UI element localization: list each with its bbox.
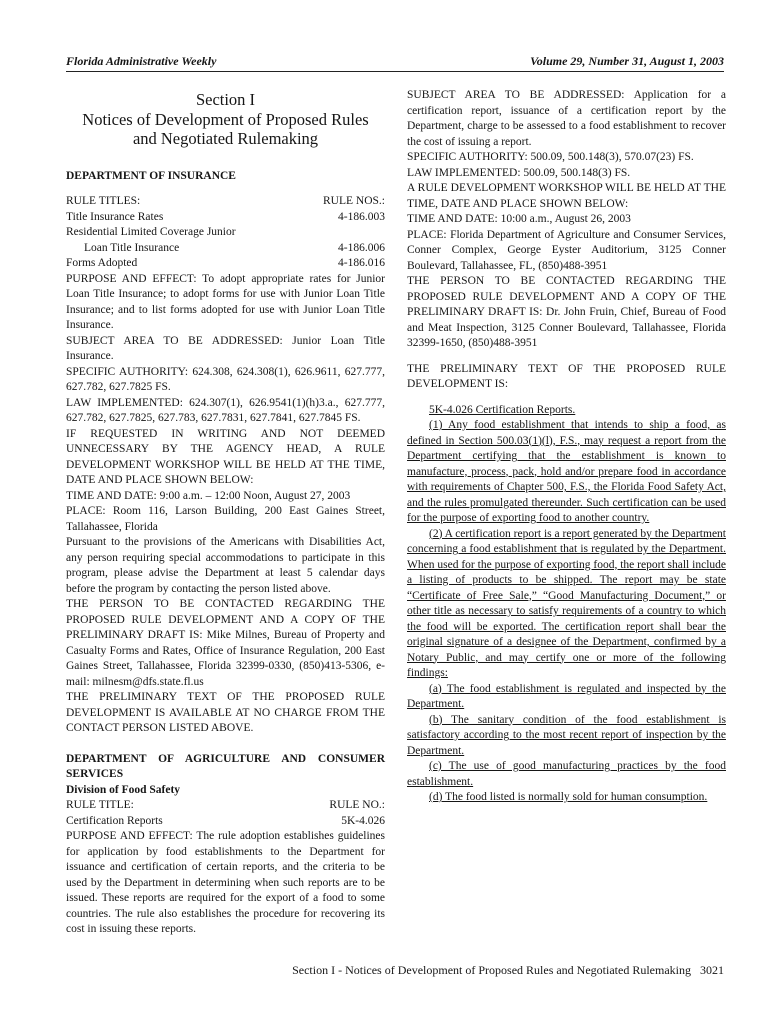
agriculture-contact: THE PERSON TO BE CONTACTED REGARDING THE PROPOSED RULE DEVELOPMENT AND A COPY OF THE PRELIMINARY DRAFT IS: Dr. John Fruin, Chief, Bureau of Food and Meat Inspection, 3125 Conner Boulevard, Tallahassee, Florida 32399-1650, (850)488-3951	[407, 275, 726, 349]
rule-number: 4-186.006	[338, 241, 385, 254]
rule-title: Residential Limited Coverage Junior	[66, 226, 236, 238]
page-number: 3021	[700, 963, 724, 977]
agriculture-law-implemented: LAW IMPLEMENTED: 500.09, 500.148(3) FS.	[407, 166, 631, 179]
volume-info: Volume 29, Number 31, August 1, 2003	[530, 54, 724, 68]
left-column	[66, 88, 385, 938]
rule-title-header-row	[66, 798, 385, 814]
section-title-line3: and Negotiated Rulemaking	[132, 129, 319, 148]
insurance-preliminary-text: THE PRELIMINARY TEXT OF THE PROPOSED RULE DEVELOPMENT IS AVAILABLE AT NO CHARGE FROM THE CONTACT PERSON LISTED ABOVE.	[66, 691, 385, 734]
header-rule	[66, 71, 724, 72]
insurance-authority: SPECIFIC AUTHORITY: 624.308, 624.308(1), 626.9611, 627.777, 627.782, 627.7825 FS.	[66, 365, 385, 393]
insurance-law-implemented: LAW IMPLEMENTED: 624.307(1), 626.9541(1)(h)3.a., 627.777, 627.782, 627.7825, 627.783, 627.7831, 627.7841, 627.7845 FS.	[66, 396, 385, 424]
rule-row	[66, 814, 385, 830]
rule-titles-header-row	[66, 194, 385, 210]
rule-row	[66, 210, 385, 226]
agriculture-preliminary-intro: THE PRELIMINARY TEXT OF THE PROPOSED RULE DEVELOPMENT IS:	[407, 362, 726, 390]
rule-text-paragraph-1: (1) Any food establishment that intends to ship a food, as defined in Section 500.03(1)(l), F.S., may request a report from the Department certifying that the establishment is known to manufacture, process, pack, hold and/or prepare food in accordance with requirements of Chapter 500, F.S., the Florida Food Safety Act, and the rules promulgated thereunder. Such certification can be used for the purpose of exporting food to another country.	[407, 419, 726, 524]
running-header	[66, 54, 724, 69]
section-title	[66, 90, 385, 149]
page-footer	[292, 963, 724, 978]
insurance-place: PLACE: Room 116, Larson Building, 200 East Gaines Street, Tallahassee, Florida	[66, 505, 385, 533]
rule-title: Loan Title Insurance	[84, 241, 180, 254]
agriculture-workshop-notice: A RULE DEVELOPMENT WORKSHOP WILL BE HELD AT THE TIME, DATE AND PLACE SHOWN BELOW:	[407, 182, 726, 210]
rule-text-item-c: (c) The use of good manufacturing practices by the food establishment.	[407, 760, 726, 788]
agriculture-department-heading: DEPARTMENT OF AGRICULTURE AND CONSUMER SERVICES	[66, 752, 385, 780]
insurance-contact: THE PERSON TO BE CONTACTED REGARDING THE PROPOSED RULE DEVELOPMENT AND A COPY OF THE PRELIMINARY DRAFT IS: Mike Milnes, Bureau of Property and Casualty Forms and Rates, Office of Insurance Regulation, 200 East Gaines Street, Tallahassee, Florida 32399-0330, (850)413-5306, e-mail: milnesm@dfs.state.fl.us	[66, 598, 385, 688]
rule-row	[66, 225, 385, 241]
rule-row	[66, 256, 385, 272]
agriculture-subject: SUBJECT AREA TO BE ADDRESSED: Application for a certification report, issuance of a certification report by the Department, charge to be assessed to a food establishment to recover the cost of issuing a report.	[407, 89, 726, 148]
agriculture-place: PLACE: Florida Department of Agriculture and Consumer Services, Conner Complex, George Eyster Auditorium, 3125 Conner Boulevard, Tallahassee, FL, (850)488-3951	[407, 228, 726, 272]
insurance-department-heading: DEPARTMENT OF INSURANCE	[66, 169, 236, 182]
rule-titles-label: RULE TITLES:	[66, 195, 141, 207]
rule-title: Title Insurance Rates	[66, 210, 164, 223]
agriculture-purpose: PURPOSE AND EFFECT: The rule adoption establishes guidelines for application by food establishments to the Department for issuance and certification of certain reports, and the criteria to be used by the Department in determining when such reports are to be issued. These reports are required for the export of a food to some countries. The rule also establishes the procedure for recovering its cost in issuing these reports.	[66, 830, 385, 935]
rule-nos-label: RULE NOS.:	[323, 195, 385, 207]
rule-title: Certification Reports	[66, 814, 163, 827]
agriculture-time-date: TIME AND DATE: 10:00 a.m., August 26, 2003	[407, 213, 631, 225]
insurance-workshop-notice: IF REQUESTED IN WRITING AND NOT DEEMED UNNECESSARY BY THE AGENCY HEAD, A RULE DEVELOPMENT WORKSHOP WILL BE HELD AT THE TIME, DATE AND PLACE SHOWN BELOW:	[66, 427, 385, 486]
section-title-line1: Section I	[195, 90, 256, 109]
rule-number: 4-186.003	[338, 210, 385, 223]
rule-text-paragraph-2: (2) A certification report is a report generated by the Department concerning a food establishment that is regulated by the Department. When used for the purpose of exporting food, the report shall include a listing of products to be shipped. The report may be state “Certificate of Free Sale,” “Good Manufacturing Document,” or other title as necessary to satisfy requirements of a country to which the food will be exported. The certification report shall bear the original signature of a designee of the Department, confirmed by a Notary Public, and may certify one or more of the following findings:	[407, 527, 726, 679]
insurance-time-date: TIME AND DATE: 9:00 a.m. – 12:00 Noon, August 27, 2003	[66, 489, 351, 502]
rule-text-item-a: (a) The food establishment is regulated and inspected by the Department.	[407, 682, 726, 710]
rule-title: Forms Adopted	[66, 257, 138, 269]
rule-number: 4-186.016	[338, 257, 385, 269]
rule-text-heading: 5K-4.026 Certification Reports.	[429, 403, 576, 416]
insurance-subject: SUBJECT AREA TO BE ADDRESSED: Junior Loan Title Insurance.	[66, 334, 385, 362]
rule-text-item-b: (b) The sanitary condition of the food establishment is satisfactory according to the most recent report of inspection by the Department.	[407, 713, 726, 757]
rule-title-label: RULE TITLE:	[66, 799, 134, 811]
rule-text-item-d: (d) The food listed is normally sold for human consumption.	[429, 791, 708, 803]
right-column	[407, 88, 726, 806]
publication-name: Florida Administrative Weekly	[66, 54, 217, 68]
agriculture-authority: SPECIFIC AUTHORITY: 500.09, 500.148(3), 570.07(23) FS.	[407, 151, 694, 163]
section-title-line2: Notices of Development of Proposed Rules	[82, 109, 369, 129]
rule-number: 5K-4.026	[341, 814, 385, 827]
footer-text: Section I - Notices of Development of Proposed Rules and Negotiated Rulemaking	[292, 963, 691, 977]
division-heading: Division of Food Safety	[66, 783, 181, 796]
rule-no-label: RULE NO.:	[329, 799, 385, 811]
proposed-rule-text	[407, 403, 726, 806]
insurance-purpose: PURPOSE AND EFFECT: To adopt appropriate rates for Junior Loan Title Insurance; to adopt forms for use with Junior Loan Title Insurance; and to list forms adopted for use with Junior Loan Title Insurance.	[66, 272, 385, 331]
rule-row	[66, 241, 385, 257]
insurance-ada-notice: Pursuant to the provisions of the Americans with Disabilities Act, any person requiring special accommodations to participate in this program, please advise the Department at least 5 calendar days before the program by contacting the person listed above.	[66, 536, 385, 595]
